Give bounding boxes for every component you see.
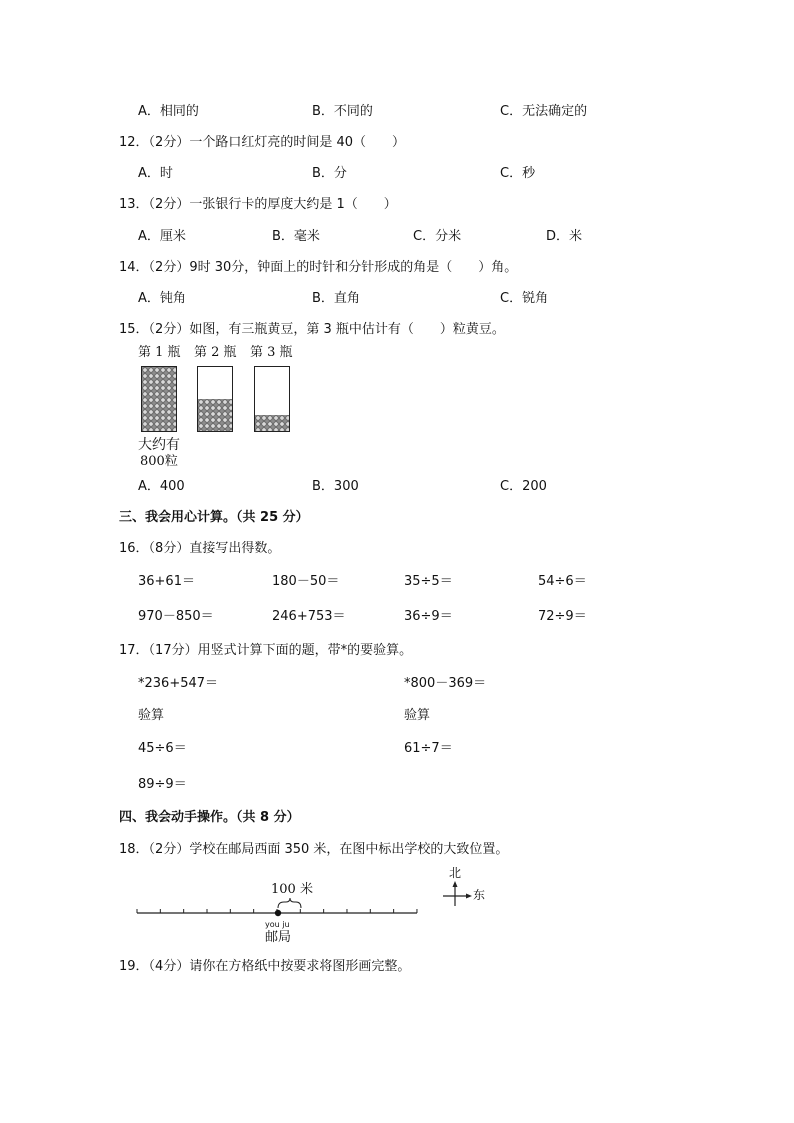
jar-1-caption-line2: 800粒 xyxy=(140,454,178,469)
q17-check-1: 验算 xyxy=(138,708,165,723)
q14-option-c: C．锐角 xyxy=(500,291,549,306)
jar-2-label: 第 2 瓶 xyxy=(194,345,237,360)
jar-1-caption-line1: 大约有 xyxy=(138,437,180,453)
q11-option-b: B．不同的 xyxy=(312,104,373,119)
q12-stem: 12．（2分）一个路口红灯亮的时间是 40（ ） xyxy=(119,135,405,150)
q11-option-a: A．相同的 xyxy=(138,104,199,119)
scale-brace xyxy=(278,898,301,908)
q12-option-a: A．时 xyxy=(138,166,173,181)
q14-option-b: B．直角 xyxy=(312,291,360,306)
q17-problem-3: 45÷6＝ xyxy=(138,741,187,756)
jar-1-label: 第 1 瓶 xyxy=(138,345,181,360)
q16-r1-c4: 54÷6＝ xyxy=(538,574,587,589)
q17-problem-1: *236+547＝ xyxy=(138,676,219,691)
q17-problem-4: 61÷7＝ xyxy=(404,741,453,756)
post-office-dot xyxy=(275,910,281,916)
post-office-pinyin: you ju xyxy=(265,920,290,929)
q16-r1-c1: 36+61＝ xyxy=(138,574,195,589)
q13-option-a: A．厘米 xyxy=(138,229,186,244)
q16-r2-c1: 970－850＝ xyxy=(138,609,214,624)
q13-option-b: B．毫米 xyxy=(272,229,320,244)
q16-r1-c3: 35÷5＝ xyxy=(404,574,453,589)
east-arrowhead xyxy=(466,894,472,899)
q16-stem: 16．（8分）直接写出得数。 xyxy=(119,541,281,556)
q13-stem: 13．（2分）一张银行卡的厚度大约是 1（ ） xyxy=(119,197,397,212)
q18-stem: 18．（2分）学校在邮局西面 350 米，在图中标出学校的大致位置。 xyxy=(119,842,509,857)
compass-north-label: 北 xyxy=(449,866,462,880)
q17-check-2: 验算 xyxy=(404,708,431,723)
post-office-label: 邮局 xyxy=(265,930,292,945)
q12-option-c: C．秒 xyxy=(500,166,536,181)
scale-label: 100 米 xyxy=(271,882,313,897)
q15-option-a: A．400 xyxy=(138,479,185,494)
q15-option-c: C．200 xyxy=(500,479,547,494)
section-4-title: 四、我会动手操作。（共 8 分） xyxy=(119,810,300,825)
q13-option-d: D．米 xyxy=(546,229,583,244)
q17-stem: 17．（17分）用竖式计算下面的题，带*的要验算。 xyxy=(119,643,413,658)
q14-option-a: A．钝角 xyxy=(138,291,186,306)
jar-3-label: 第 3 瓶 xyxy=(250,345,293,360)
q16-r2-c3: 36÷9＝ xyxy=(404,609,453,624)
q17-problem-5: 89÷9＝ xyxy=(138,777,187,792)
section-3-title: 三、我会用心计算。（共 25 分） xyxy=(119,510,309,525)
q12-option-b: B．分 xyxy=(312,166,347,181)
q19-stem: 19．（4分）请你在方格纸中按要求将图形画完整。 xyxy=(119,959,411,974)
north-arrowhead xyxy=(453,881,458,887)
q16-r2-c4: 72÷9＝ xyxy=(538,609,587,624)
q16-r1-c2: 180－50＝ xyxy=(272,574,340,589)
q11-option-c: C．无法确定的 xyxy=(500,104,588,119)
q17-problem-2: *800－369＝ xyxy=(404,676,487,691)
compass-east-label: 东 xyxy=(473,888,486,902)
q15-stem: 15．（2分）如图，有三瓶黄豆，第 3 瓶中估计有（ ）粒黄豆。 xyxy=(119,322,505,337)
q13-option-c: C．分米 xyxy=(413,229,462,244)
q16-r2-c2: 246+753＝ xyxy=(272,609,346,624)
q14-stem: 14．（2分）9时 30分，钟面上的时针和分针形成的角是（ ）角。 xyxy=(119,260,518,275)
q15-option-b: B．300 xyxy=(312,479,359,494)
